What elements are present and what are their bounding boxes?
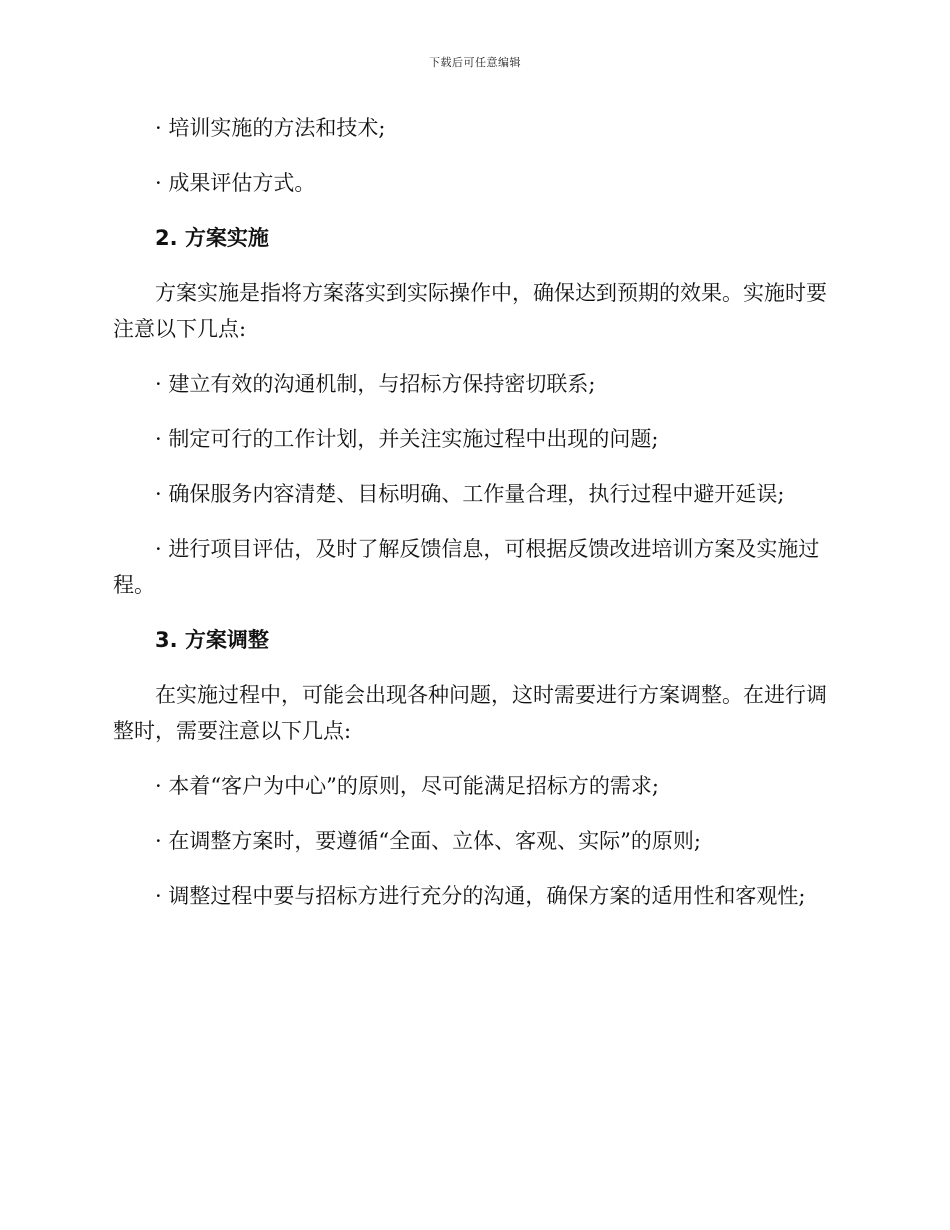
bullet-work-plan: · 制定可行的工作计划，并关注实施过程中出现的问题; (155, 427, 659, 451)
bullet-principles: · 在调整方案时，要遵循“全面、立体、客观、实际”的原则; (155, 829, 701, 853)
bullet-adjustment-communication: · 调整过程中要与招标方进行充分的沟通，确保方案的适用性和客观性; (155, 884, 806, 908)
document-body (113, 110, 833, 933)
bullet-customer-centered: · 本着“客户为中心”的原则，尽可能满足招标方的需求; (155, 774, 659, 798)
bullet-service-content: · 确保服务内容清楚、目标明确、工作量合理，执行过程中避开延误; (155, 482, 785, 506)
paragraph-adjustment: 在实施过程中，可能会出现各种问题，这时需要进行方案调整。在进行调整时，需要注意以下几点: (113, 683, 827, 743)
paragraph-implementation: 方案实施是指将方案落实到实际操作中，确保达到预期的效果。实施时要注意以下几点: (113, 281, 827, 341)
bullet-evaluation-method: · 成果评估方式。 (155, 171, 316, 195)
bullet-project-evaluation: · 进行项目评估，及时了解反馈信息，可根据反馈改进培训方案及实施过程。 (113, 537, 820, 597)
section-heading-adjustment: 3. 方案调整 (155, 628, 269, 652)
bullet-communication: · 建立有效的沟通机制，与招标方保持密切联系; (155, 372, 596, 396)
bullet-training-methods: · 培训实施的方法和技术; (155, 116, 386, 140)
page-header-note: 下载后可任意编辑 (429, 56, 521, 69)
section-heading-implementation: 2. 方案实施 (155, 226, 269, 250)
